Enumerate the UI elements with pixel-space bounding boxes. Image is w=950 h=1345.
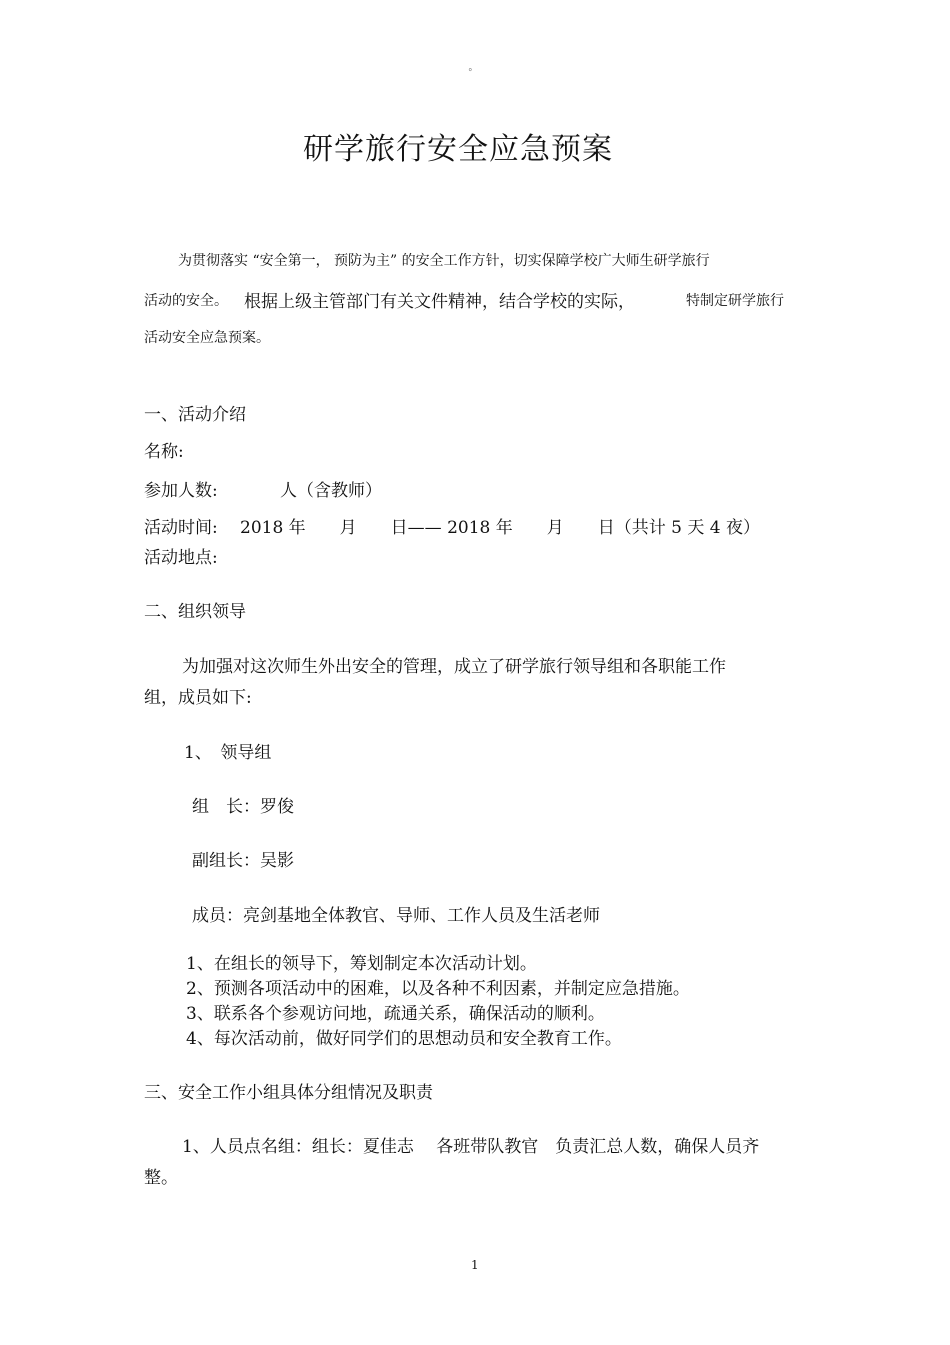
duty-item: 2、预测各项活动中的困难，以及各种不利因素，并制定应急措施。 <box>186 979 690 999</box>
group-members: 成员：亮剑基地全体教官、导师、工作人员及生活老师 <box>192 906 600 926</box>
duty-item: 4、每次活动前，做好同学们的思想动员和安全教育工作。 <box>186 1029 622 1049</box>
section2-heading: 二、组织领导 <box>144 602 246 622</box>
activity-location: 活动地点: <box>144 548 218 568</box>
section2-para-line-1: 为加强对这次师生外出安全的管理，成立了研学旅行领导组和各职能工作 <box>182 657 726 677</box>
time-value: 2018 年 月 日—— 2018 年 月 日（共计 5 天 4 夜） <box>240 518 760 538</box>
intro-line-3: 活动安全应急预案。 <box>144 330 270 346</box>
section2-para-line-2: 组，成员如下: <box>144 688 252 708</box>
intro-line-2c: 特制定研学旅行 <box>686 293 784 309</box>
participants-unit: 人（含教师） <box>280 481 382 501</box>
leading-group-title: 1、 领导组 <box>184 743 272 763</box>
page-number: 1 <box>471 1258 479 1272</box>
activity-name: 名称: <box>144 442 184 462</box>
time-label: 活动时间: <box>144 518 218 538</box>
section3-item1-line-1: 1、人员点名组：组长：夏佳志 各班带队教官 负责汇总人数，确保人员齐 <box>182 1137 760 1157</box>
section3-heading: 三、安全工作小组具体分组情况及职责 <box>144 1083 433 1103</box>
intro-line-2a: 活动的安全。 <box>144 293 228 309</box>
section1-heading: 一、活动介绍 <box>144 405 246 425</box>
participants-label: 参加人数: <box>144 481 218 501</box>
group-leader: 组 长：罗俊 <box>192 797 294 817</box>
intro-line-1: 为贯彻落实 “安全第一， 预防为主” 的安全工作方针，切实保障学校广大师生研学旅行 <box>178 253 710 269</box>
section3-item1-line-2: 整。 <box>144 1168 178 1188</box>
intro-line-2b: 根据上级主管部门有关文件精神，结合学校的实际， <box>244 292 635 312</box>
page-mark: ° <box>468 68 473 78</box>
duty-item: 1、在组长的领导下，筹划制定本次活动计划。 <box>186 954 537 974</box>
duty-item: 3、联系各个参观访问地，疏通关系，确保活动的顺利。 <box>186 1004 605 1024</box>
document-title: 研学旅行安全应急预案 <box>303 132 613 167</box>
deputy-leader: 副组长：吴影 <box>192 851 294 871</box>
